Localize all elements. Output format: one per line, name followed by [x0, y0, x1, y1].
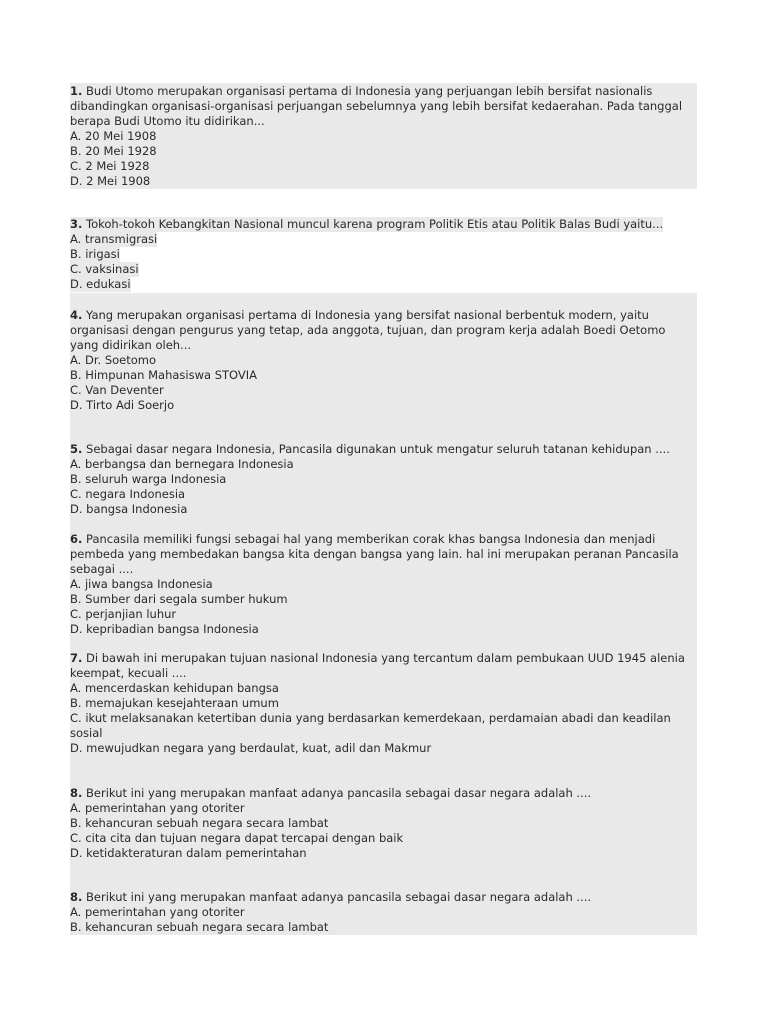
- option-b: B. irigasi: [70, 247, 120, 261]
- option-b: B. seluruh warga Indonesia: [70, 472, 227, 486]
- question-stem-line: berapa Budi Utomo itu didirikan...: [70, 114, 265, 128]
- option-b: B. kehancuran sebuah negara secara lambat: [70, 816, 329, 830]
- question-3: [70, 217, 663, 292]
- question-1: [70, 83, 697, 189]
- question-stem-line: Berikut ini yang merupakan manfaat adanya pancasila sebagai dasar negara adalah ....: [86, 890, 592, 904]
- question-8-duplicate: [70, 890, 591, 935]
- option-d: D. ketidakteraturan dalam pemerintahan: [70, 846, 307, 860]
- question-stem-line: Di bawah ini merupakan tujuan nasional Indonesia yang tercantum dalam pembukaan UUD 1945 alenia: [86, 651, 685, 665]
- option-d: D. 2 Mei 1908: [70, 174, 151, 188]
- option-a: A. 20 Mei 1908: [70, 129, 157, 143]
- option-a: A. jiwa bangsa Indonesia: [70, 577, 213, 591]
- option-a: A. transmigrasi: [70, 232, 158, 246]
- option-c: C. cita cita dan tujuan negara dapat tercapai dengan baik: [70, 831, 404, 845]
- question-stem-line: organisasi dengan pengurus yang tetap, ada anggota, tujuan, dan program kerja adalah Boedi Oetomo: [70, 323, 666, 337]
- option-c: C. ikut melaksanakan ketertiban dunia yang berdasarkan kemerdekaan, perdamaian abadi dan keadilan: [70, 711, 671, 725]
- option-a: A. pemerintahan yang otoriter: [70, 801, 245, 815]
- option-d: D. mewujudkan negara yang berdaulat, kuat, adil dan Makmur: [70, 741, 432, 755]
- question-number: 8.: [70, 786, 83, 800]
- question-stem-line: Budi Utomo merupakan organisasi pertama di Indonesia yang perjuangan lebih bersifat nasionalis: [86, 84, 653, 98]
- option-a: A. mencerdaskan kehidupan bangsa: [70, 681, 279, 695]
- question-stem-line: Berikut ini yang merupakan manfaat adanya pancasila sebagai dasar negara adalah ....: [86, 786, 592, 800]
- question-stem-line: pembeda yang membedakan bangsa kita dengan bangsa yang lain. hal ini merupakan peranan Pancasila: [70, 547, 679, 561]
- option-c: C. negara Indonesia: [70, 487, 186, 501]
- option-d: D. bangsa Indonesia: [70, 502, 188, 516]
- question-number: 5.: [70, 442, 83, 456]
- question-stem-line: Tokoh-tokoh Kebangkitan Nasional muncul karena program Politik Etis atau Politik Balas Budi yaitu...: [86, 217, 664, 231]
- question-stem-line: yang didirikan oleh...: [70, 338, 192, 352]
- option-d: D. Tirto Adi Soerjo: [70, 398, 175, 412]
- question-4: [70, 308, 665, 413]
- question-number: 8.: [70, 890, 83, 904]
- question-7: [70, 651, 685, 756]
- option-b: B. Himpunan Mahasiswa STOVIA: [70, 368, 258, 382]
- option-a: A. berbangsa dan bernegara Indonesia: [70, 457, 294, 471]
- option-a: A. Dr. Soetomo: [70, 353, 157, 367]
- option-d: D. kepribadian bangsa Indonesia: [70, 622, 259, 636]
- question-stem-line: sebagai ....: [70, 562, 134, 576]
- question-number: 1.: [70, 84, 83, 98]
- question-5: [70, 442, 670, 517]
- question-stem-line: Pancasila memiliki fungsi sebagai hal yang memberikan corak khas bangsa Indonesia dan menjadi: [86, 532, 656, 546]
- question-6: [70, 532, 679, 637]
- option-b: B. memajukan kesejahteraan umum: [70, 696, 279, 710]
- question-stem-line: Sebagai dasar negara Indonesia, Pancasila digunakan untuk mengatur seluruh tatanan kehidupan ....: [86, 442, 670, 456]
- option-d: D. edukasi: [70, 277, 131, 291]
- option-c: C. vaksinasi: [70, 262, 139, 276]
- option-b: B. Sumber dari segala sumber hukum: [70, 592, 288, 606]
- question-number: 6.: [70, 532, 83, 546]
- option-c: C. 2 Mei 1928: [70, 159, 150, 173]
- question-number: 3.: [70, 217, 83, 231]
- question-stem-line: Yang merupakan organisasi pertama di Indonesia yang bersifat nasional berbentuk modern, yaitu: [86, 308, 649, 322]
- option-c: C. Van Deventer: [70, 383, 164, 397]
- question-number: 7.: [70, 651, 83, 665]
- option-a: A. pemerintahan yang otoriter: [70, 905, 245, 919]
- option-b: B. 20 Mei 1928: [70, 144, 157, 158]
- option-b: B. kehancuran sebuah negara secara lambat: [70, 920, 329, 934]
- question-8: [70, 786, 591, 861]
- option-c-continued: sosial: [70, 726, 103, 740]
- question-stem-line: keempat, kecuali ....: [70, 666, 187, 680]
- question-number: 4.: [70, 308, 83, 322]
- question-stem-line: dibandingkan organisasi-organisasi perjuangan sebelumnya yang lebih bersifat kedaerahan. Pada tanggal: [70, 99, 683, 113]
- option-c: C. perjanjian luhur: [70, 607, 177, 621]
